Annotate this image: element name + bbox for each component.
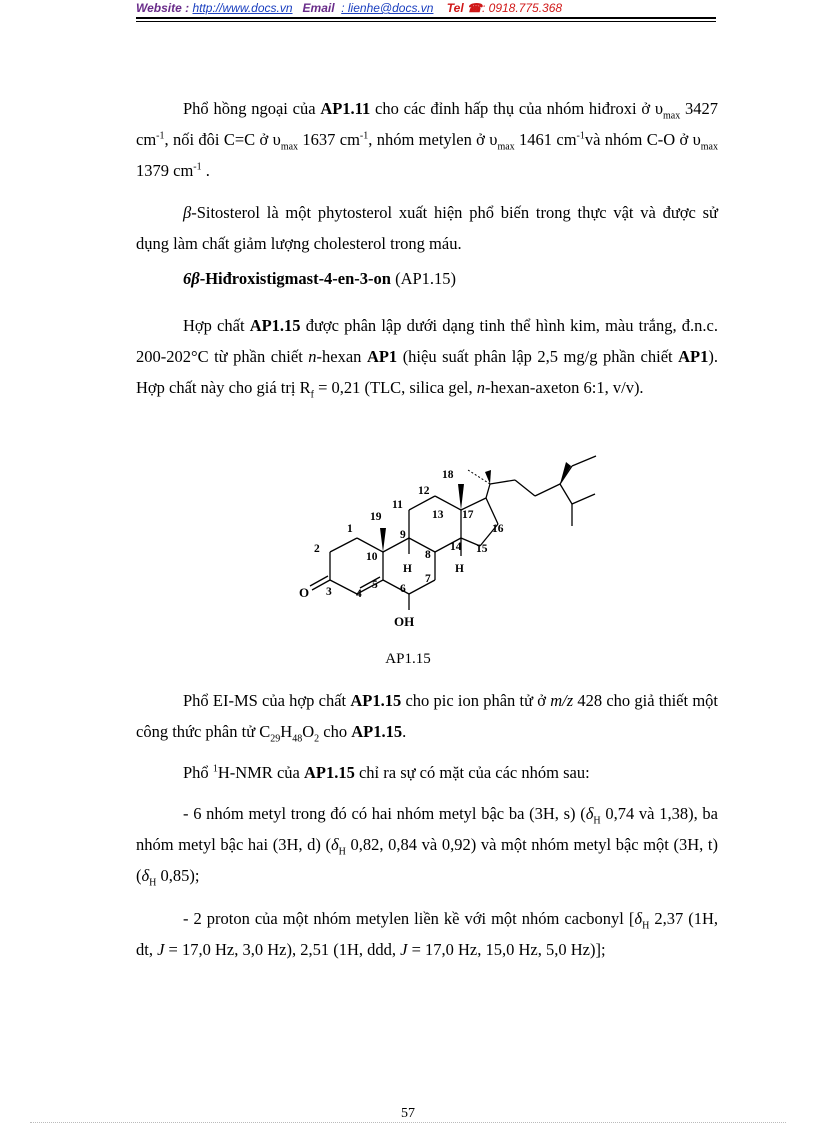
email-label: Email: [302, 1, 335, 15]
atom-label: H: [403, 563, 412, 575]
paragraph-ir-spectrum: Phổ hồng ngoại của AP1.11 cho các đỉnh hấp thụ của nhóm hiđroxi ở $\upsilon_{max}$ 3427 $cm^{-1}$, nối đôi C=C ở $\upsilon_{max}$ 1637 $cm^{-1}$, nhóm metylen ở $\upsilon_{max}$ 1461 $cm^{-1}và$ nhóm C-O ở $\upsilon_{max}$ 1379 $cm^{-1}$ .: [136, 99, 719, 180]
paragraph-ei-ms: Phổ EI-MS của hợp chất AP1.15 cho pic ion phân tử ở m/z 428 cho giả thiết một công thức phân tử $C_{29}H_{48}O_2$ cho AP1.15.: [136, 691, 718, 745]
atom-label: 4: [356, 588, 362, 600]
atom-label: 1: [347, 523, 353, 535]
atom-label: 5: [372, 579, 378, 591]
paragraph-methylene-protons: - 2 proton của một nhóm metylen liền kề với một nhóm cacbonyl [$\delta_H$ 2,37 (1H, dt, J = 17,0 Hz, 3,0 Hz), 2,51 (1H, ddd, J = 17,0 Hz, 15,0 Hz, 5,0 Hz)];: [136, 909, 718, 959]
structure-caption: AP1.15: [385, 651, 431, 667]
page-header: [136, 1, 716, 15]
atom-label: 9: [400, 529, 406, 541]
page-number: 57: [401, 1106, 415, 1121]
atom-label: H: [455, 563, 464, 575]
atom-label: 14: [450, 541, 462, 553]
paragraph-isolation: Hợp chất AP1.15 được phân lập dưới dạng tinh thể hình kim, màu trắng, đ.n.c. 200-202°C từ phần chiết n-hexan AP1 (hiệu suất phân lập 2,5 mg/g phần chiết AP1). Hợp chất này cho giá trị $R_f = 0,21$ (TLC, silica gel, n-hexan-axeton 6:1, v/v).: [136, 316, 719, 401]
paragraph-nmr-intro: Phổ $^1$H-NMR của AP1.15 chỉ ra sự có mặt của các nhóm sau:: [183, 763, 590, 782]
atom-label: 15: [476, 543, 488, 555]
chemical-structure-diagram: [290, 448, 610, 638]
atom-label: 7: [425, 573, 431, 585]
atom-label: 6: [400, 583, 406, 595]
atom-label: 10: [366, 551, 378, 563]
tel-label: Tel ☎: [446, 1, 482, 15]
atom-label: 8: [425, 549, 431, 561]
header-rule-thin: [136, 21, 716, 22]
email-link[interactable]: : lienhe@docs.vn: [341, 1, 434, 15]
atom-label: O: [299, 585, 310, 600]
paragraph-sitosterol: β-Sitosterol là một phytosterol xuất hiện phổ biến trong thực vật và được sử dụng làm chất giảm lượng cholesterol trong máu.: [136, 203, 718, 253]
atom-label: 18: [442, 469, 454, 481]
tel-value: : 0918.775.368: [481, 1, 563, 15]
atom-label: 3: [326, 586, 332, 598]
atom-label: 19: [370, 511, 382, 523]
atom-label: 17: [462, 509, 474, 521]
atom-label: OH: [394, 614, 415, 629]
paragraph-methyl-groups: - 6 nhóm metyl trong đó có hai nhóm metyl bậc ba (3H, s) ($\delta_H$ 0,74 và 1,38), ba nhóm metyl bậc hai (3H, d) ($\delta_H$ 0,82, 0,84 và 0,92) và một nhóm metyl bậc một (3H, t) ($\delta_H$ 0,85);: [136, 804, 718, 889]
website-link[interactable]: http://www.docs.vn: [192, 1, 293, 15]
atom-label: 2: [314, 543, 320, 555]
atom-label: 16: [492, 523, 504, 535]
header-rule-thick: [136, 17, 716, 19]
atom-label: 13: [432, 509, 444, 521]
website-label: Website :: [136, 1, 190, 15]
atom-label: 12: [418, 485, 430, 497]
section-heading: 6β-Hiđroxistigmast-4-en-3-on (AP1.15): [183, 269, 457, 288]
atom-label: 11: [392, 499, 403, 511]
